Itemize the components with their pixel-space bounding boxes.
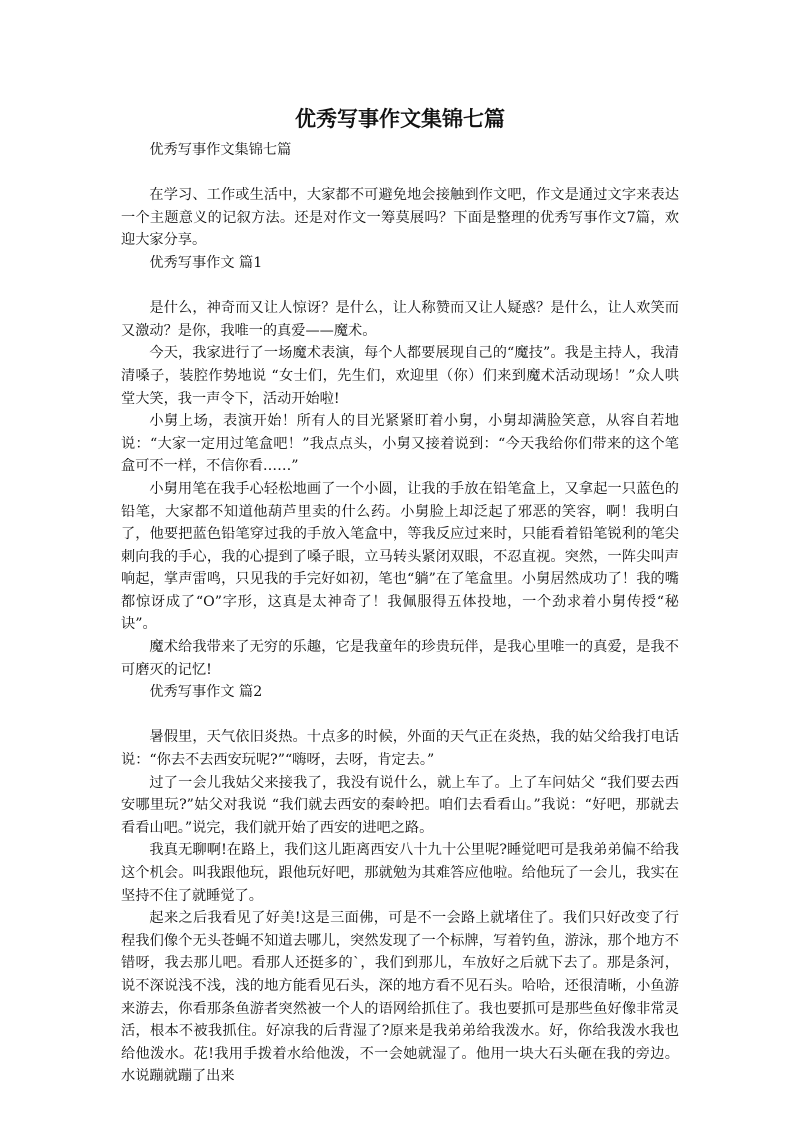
document-subtitle: 优秀写事作文集锦七篇 [149,142,292,158]
paragraph: 小舅用笔在我手心轻松地画了一个小圆，让我的手放在铅笔盒上，又拿起一只蓝色的铅笔，大家都不知道他葫芦里卖的什么药。小舅脸上却泛起了邪恶的笑容，啊！我明白了，他要把蓝色铅笔穿过我的手放入笔盒中，等我反应过来时，只能看着铅笔锐利的笔尖刺向我的手心，我的心提到了嗓子眼，立马转头紧闭双眼，不忍直视。突然，一阵尖叫声响起，掌声雷鸣，只见我的手完好如初，笔也“躺”在了笔盒里。小舅居然成功了！我的嘴都惊讶成了“O”字形，这真是太神奇了！我佩服得五体投地，一个劲求着小舅传授“秘诀”。 [121,480,679,633]
paragraph: 过了一会儿我姑父来接我了，我没有说什么，就上车了。上了车问姑父 “我们要去西安哪里玩?”姑父对我说 “我们就去西安的秦岭把。咱们去看看山。”我说：“好吧，那就去看看山吧。”说完，我们就开始了西安的进吧之路。 [121,774,679,836]
blank-line [121,162,679,185]
paragraph: 暑假里，天气依旧炎热。十点多的时候，外面的天气正在炎热，我的姑父给我打电话说：“你去不去西安玩呢?”“嗨呀，去呀，肯定去。” [121,729,679,769]
paragraph: 今天，我家进行了一场魔术表演，每个人都要展现自己的“魔技”。我是主持人，我清清嗓子，装腔作势地说 “女士们，先生们，欢迎里（你）们来到魔术活动现场！”众人哄堂大笑，我一声令下，活动开始啦! [121,345,679,407]
section-2-heading: 优秀写事作文 篇2 [149,684,263,701]
blank-line [121,275,679,298]
intro-paragraph: 在学习、工作或生活中，大家都不可避免地会接触到作文吧，作文是通过文字来表达一个主题意义的记叙方法。还是对作文一筹莫展吗？下面是整理的优秀写事作文7篇，欢迎大家分享。 [121,187,679,249]
document-body [121,139,679,1088]
blank-line [121,704,679,727]
document-title: 优秀写事作文集锦七篇 [295,106,505,131]
paragraph: 魔术给我带来了无穷的乐趣，它是我童年的珍贵玩伴，是我心里唯一的真爱，是我不可磨灭的记忆! [121,639,679,678]
paragraph: 是什么，神奇而又让人惊讶？是什么，让人称赞而又让人疑惑？是什么，让人欢笑而又激动？是你，我唯一的真爱——魔术。 [121,300,679,339]
section-1-heading: 优秀写事作文 篇1 [149,254,263,271]
paragraph: 我真无聊啊!在路上，我们这儿距离西安八十九十公里呢?睡觉吧可是我弟弟偏不给我这个机会。叫我跟他玩，跟他玩好吧，那就勉为其难答应他啦。给他玩了一会儿，我实在坚持不住了就睡觉了。 [121,842,679,904]
paragraph: 起来之后我看见了好美!这是三面佛，可是不一会路上就堵住了。我们只好改变了行程我们像个无头苍蝇不知道去哪儿，突然发现了一个标牌，写着钓鱼，游泳，那个地方不错呀，我去那儿吧。看那人还挺多的`，我们到那儿，车放好之后就下去了。那是条河，说不深说浅不浅，浅的地方能看见石头，深的地方看不见石头。哈哈，还很清晰，小鱼游来游去，你看那条鱼游者突然被一个人的语网给抓住了。我也要抓可是那些鱼好像非常灵活，根本不被我抓住。好凉我的后背湿了?原来是我弟弟给我泼水。好，你给我泼水我也给他泼水。花!我用手拨着水给他泼，不一会她就湿了。他用一块大石头砸在我的旁边。水说蹦就蹦了出来 [121,910,679,1085]
paragraph: 小舅上场，表演开始！所有人的目光紧紧盯着小舅，小舅却满脸笑意，从容自若地说：“大家一定用过笔盒吧！”我点点头，小舅又接着说到：“今天我给你们带来的这个笔盒可不一样，不信你看……” [121,413,679,475]
